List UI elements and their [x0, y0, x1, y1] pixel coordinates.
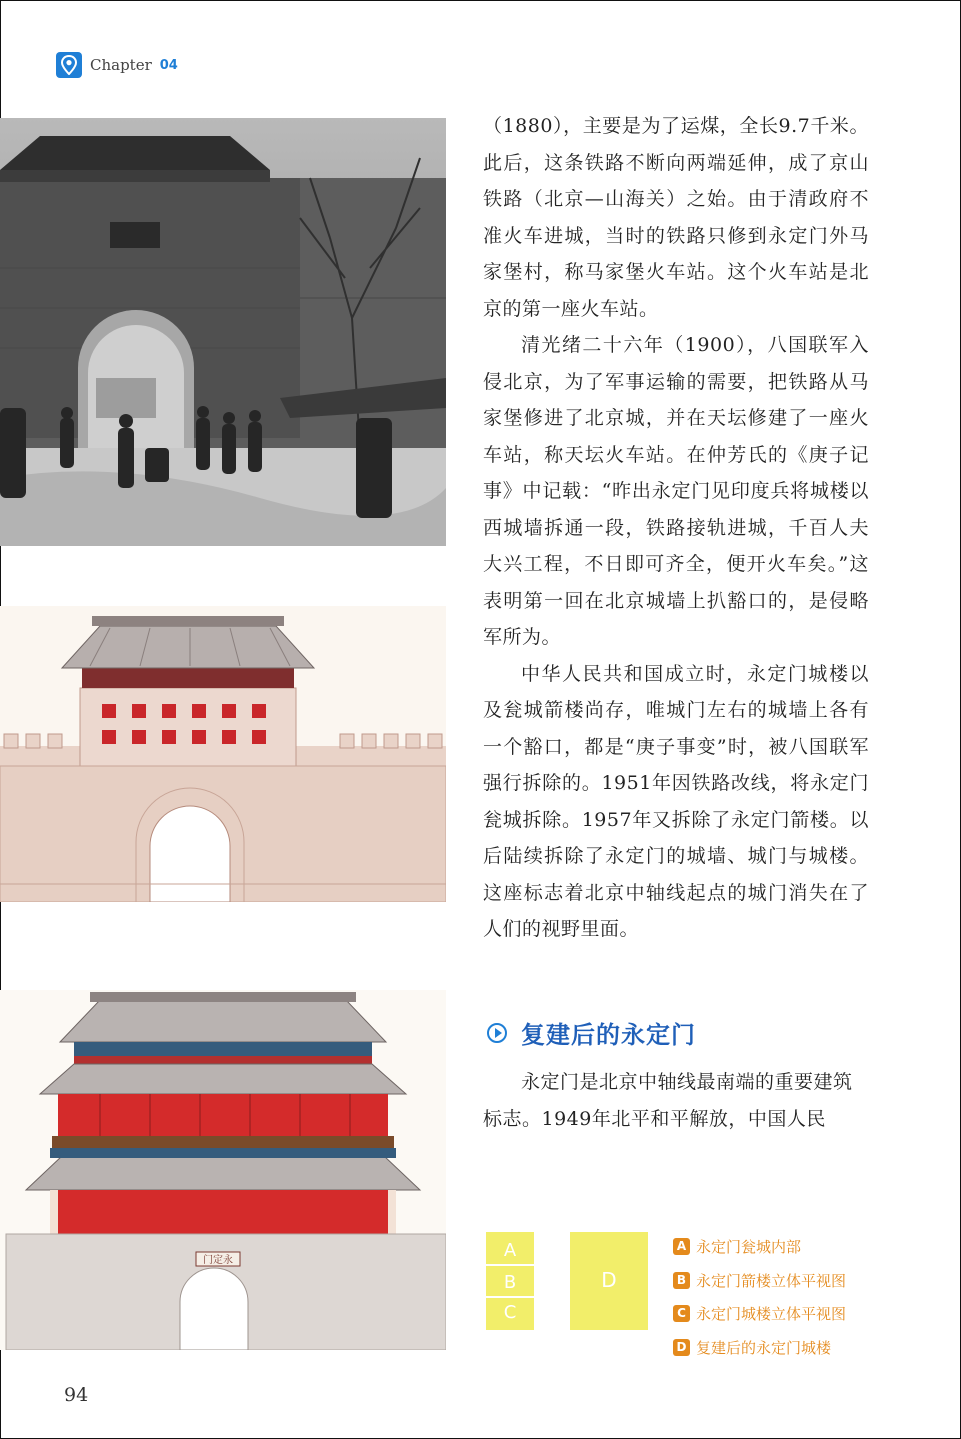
- legend-label: 复建后的永定门城楼: [696, 1338, 832, 1357]
- legend-list: [673, 1230, 846, 1364]
- legend-label: 永定门瓮城内部: [696, 1238, 802, 1257]
- paragraph-3: 中华人民共和国成立时，永定门城楼以及瓮城箭楼尚存，唯城门左右的城墙上各有一个豁口，都是“庚子事变”时，被八国联军强行拆除的。1951年因铁路改线，将永定门瓮城拆除。1957年又拆除了永定门箭楼。以后陆续拆除了永定门的城墙、城门与城楼。这座标志着北京中轴线起点的城门消失在了人们的视野里面。: [483, 662, 869, 940]
- legend-item: [673, 1230, 846, 1264]
- legend-item: [673, 1264, 846, 1298]
- chapter-label: Chapter: [90, 56, 152, 74]
- legend-item: [673, 1297, 846, 1331]
- paragraph-1: （1880），主要是为了运煤，全长9.7千米。此后，这条铁路不断向两端延伸，成了京山铁路（北京—山海关）之始。由于清政府不准火车进城，当时的铁路只修到永定门外马家堡村，称马家堡火车站。这个火车站是北京的第一座火车站。: [483, 115, 869, 320]
- play-circle-icon: [487, 1023, 507, 1043]
- section-title: 复建后的永定门: [521, 1021, 696, 1049]
- section-heading: [487, 1015, 696, 1050]
- chapter-header: [56, 52, 178, 78]
- section-body: [483, 1064, 869, 1137]
- gate-plaque-text: 门定永: [203, 1255, 233, 1266]
- location-pin-icon: [56, 52, 82, 78]
- legend-block-d-label: D: [601, 1268, 617, 1292]
- legend-key: C: [673, 1305, 690, 1322]
- body-text: [483, 108, 869, 948]
- legend-label: 永定门城楼立体平视图: [696, 1305, 847, 1324]
- legend-block-a: A: [503, 1240, 517, 1261]
- legend-item: [673, 1331, 846, 1365]
- figure-a-photo: [0, 118, 446, 546]
- figure-c-drawing: [0, 990, 446, 1350]
- legend-block-c: C: [503, 1302, 517, 1323]
- legend-block-b: B: [503, 1272, 517, 1293]
- legend-key: A: [673, 1238, 690, 1255]
- legend-key: B: [673, 1272, 690, 1289]
- section-paragraph: 永定门是北京中轴线最南端的重要建筑标志。1949年北平和平解放，中国人民: [483, 1071, 853, 1130]
- paragraph-2: 清光绪二十六年（1900），八国联军入侵北京，为了军事运输的需要，把铁路从马家堡修进了北京城，并在天坛修建了一座火车站，称天坛火车站。在仲芳氏的《庚子记事》中记载：“昨出永定门见印度兵将城楼以西城墙拆通一段，铁路接轨进城，千百人夫大兴工程，不日即可齐全，便开火车矣。”这表明第一回在北京城墙上扒豁口的，是侵略军所为。: [483, 334, 869, 648]
- legend-key: D: [673, 1339, 690, 1356]
- legend-label: 永定门箭楼立体平视图: [696, 1271, 847, 1290]
- chapter-number: 04: [159, 57, 178, 73]
- legend-block-d: [570, 1232, 648, 1330]
- page-number: 94: [64, 1384, 89, 1406]
- legend-block-abc: [486, 1232, 534, 1330]
- figure-b-drawing: [0, 606, 446, 902]
